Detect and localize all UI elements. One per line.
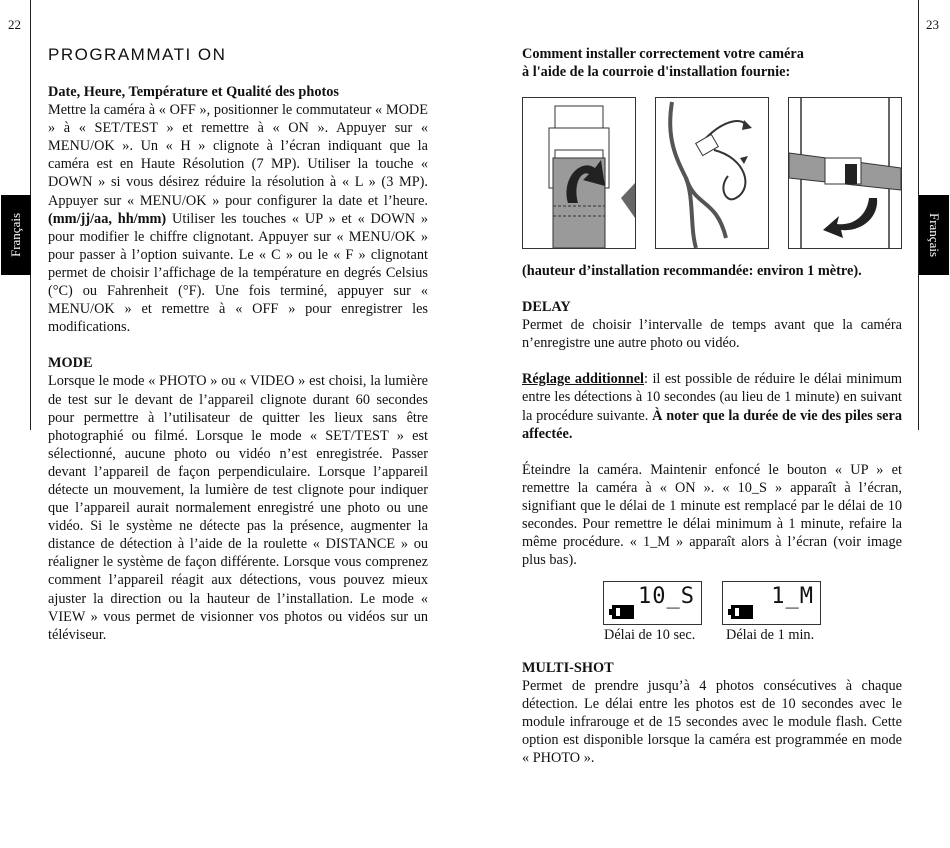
- multishot-description: Permet de prendre jusqu’à 4 photos consécutives à chaque détection. Le délai entre les photos est de 10 secondes avec le module infrarouge et de 15 secondes avec le module flash. Cette option est disponible lorsque la caméra est programmée en mode « PHOTO ».: [522, 678, 902, 767]
- date-text-a: Mettre la caméra à « OFF », positionner le commutateur « MODE » à « SET/TEST » et remettre à « ON ». Appuyer sur « MENU/OK ». Un « H » clignote à l’écran indiquant que la caméra est en Haute Résolution (7 MP). Utiliser la touche « DOWN » si vous désirez réduire la résolution à « L » (3 MP). Appuyer sur « MENU/OK » pour configurer la date et l’heure.: [48, 102, 428, 209]
- section-heading-date: Date, Heure, Température et Qualité des photos: [48, 84, 339, 100]
- language-tab-left-label: Français: [8, 212, 24, 258]
- section-body-date: [48, 101, 428, 336]
- multishot-section: [522, 659, 902, 768]
- strap-bracket-illustration: [523, 98, 635, 248]
- right-column: [522, 262, 902, 569]
- install-note: (hauteur d’installation recommandée: environ 1 mètre).: [522, 263, 862, 279]
- strap-tree-illustration: [789, 98, 901, 248]
- page-number-right: 23: [926, 17, 939, 32]
- battery-icon: [609, 604, 635, 620]
- delay-procedure: Éteindre la caméra. Maintenir enfoncé le bouton « UP » et remettre la caméra à « ON ». « 10_S » apparaît à l’écran, signifiant que le délai de 1 minute est remplacé par le délai de 10 secondes. Pour remettre le délai minimum à 1 minute, refaire la même procédure. « 1_M » apparaît alors à l’écran (voir image plus bas).: [522, 461, 902, 569]
- battery-icon: [728, 604, 754, 620]
- date-format-bold: (mm/jj/aa, hh/mm): [48, 210, 167, 227]
- language-tab-right-label: Français: [927, 212, 943, 258]
- lcd-caption-10s: Délai de 10 sec.: [604, 627, 696, 643]
- install-figure-1: [522, 97, 636, 249]
- install-heading: [522, 45, 902, 81]
- date-text-b: Utiliser les touches « UP » et « DOWN » pour modifier le chiffre clignotant. Appuyer sur « MENU/OK » pour passer à l’option suivante. Le « C » ou le « F » clignotant permet de choisir l’affichage de la température en degrés Celsius (°C) ou Fahrenheit (°F). Une fois terminé, appuyer sur « MENU/OK » et remettre à « OFF » pour enregistrer les modifications.: [48, 210, 428, 336]
- install-figure-2: [655, 97, 769, 249]
- adjustment-text: : il est possible de réduire le délai minimum entre les détections à 10 secondes (au lieu de 1 minute) en suivant la procédure suivante.: [522, 371, 902, 424]
- lcd-text-1m: 1_M: [771, 584, 814, 609]
- lcd-display-1m: [722, 581, 821, 625]
- install-figure-3: [788, 97, 902, 249]
- section-heading-mode: MODE: [48, 355, 93, 372]
- lcd-display-10s: [603, 581, 702, 625]
- delay-description: Permet de choisir l’intervalle de temps avant que la caméra n’enregistre une autre photo ou vidéo.: [522, 317, 902, 352]
- language-tab-left: [1, 195, 31, 275]
- page-title: PROGRAMMATI ON: [48, 45, 227, 64]
- page-number-left: 22: [8, 17, 21, 32]
- section-heading-delay: DELAY: [522, 299, 571, 316]
- section-body-mode: Lorsque le mode « PHOTO » ou « VIDEO » est choisi, la lumière de test sur le devant de l’appareil clignote durant 60 secondes pour permettre à l’utilisateur de quitter les lieux sans être photographié ou filmé. Lorsque le mode « SET/TEST » est sélectionné, aucune photo ou vidéo n’est enregistrée. Passer devant l’appareil de façon perpendiculaire. Lorsque l’appareil détecte un mouvement, la lumière de test clignote pour indiquer que l’appareil aurait normalement enregistré une photo ou une vidéo. Si le système ne détecte pas la présence, augmenter la distance de détection à l’aide de la roulette « DISTANCE » ou réaligner le système de façon différente. Lorsque vous comprenez comment l’appareil réagit aux détections, vous pouvez mieux ajuster la direction ou la hauteur de l’installation. Le mode « VIEW » vous permet de visionner vos photos ou vidéos sur un téléviseur.: [48, 373, 428, 643]
- strap-loop-illustration: [656, 98, 768, 248]
- lcd-text-10s: 10_S: [638, 584, 695, 609]
- section-heading-multishot: MULTI-SHOT: [522, 660, 614, 676]
- delay-adjustment: [522, 370, 902, 442]
- lcd-caption-1m: Délai de 1 min.: [726, 627, 815, 643]
- install-heading-line1: Comment installer correctement votre caméra: [522, 46, 804, 62]
- left-column: [48, 83, 428, 644]
- install-heading-line2: à l'aide de la courroie d'installation fournie:: [522, 64, 791, 81]
- language-tab-right: [919, 195, 949, 275]
- adjustment-label: Réglage additionnel: [522, 371, 645, 388]
- battery-warning: À noter que la durée de vie des piles sera affectée.: [522, 407, 902, 442]
